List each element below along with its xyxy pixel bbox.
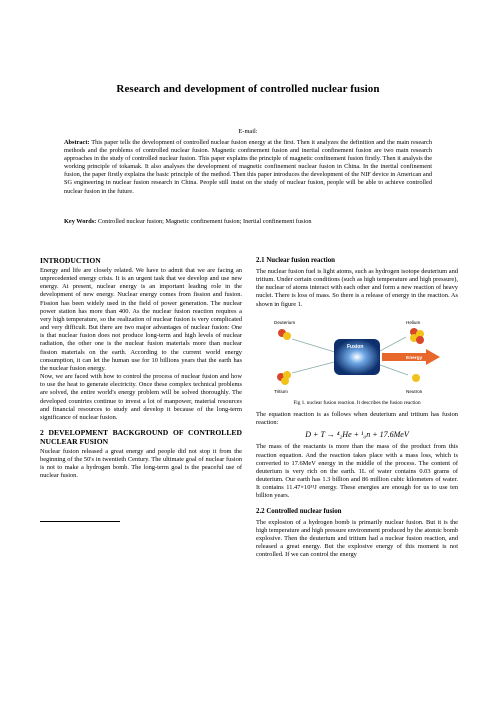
email-line: E-mail:	[238, 128, 258, 135]
footnote-rule	[40, 521, 120, 522]
keywords-label: Key Words:	[64, 218, 97, 225]
section-2-heading: 2 DEVELOPMENT BACKGROUND OF CONTROLLED NUCLEAR FUSION	[40, 427, 242, 446]
fusion-figure	[256, 315, 458, 397]
intro-paragraph-2: Now, we are faced with how to control the process of nuclear fusion and how to use the heat to generate electricity. Once these complex technical problems are solved, the entire world's energy problem will be solved thoroughly. The developed countries continue to invest a lot of manpower, material resources and financial resources to study and develop it because of the long-term significance of nuclear fusion.	[40, 373, 242, 421]
neutron-label: Neutron	[406, 388, 423, 394]
intro-heading: INTRODUCTION	[40, 256, 101, 265]
subsection-2-1-paragraph-2: The equation reaction is as follows when deuterium and tritium has fusion reaction:	[256, 410, 458, 427]
arrow-tritium	[292, 361, 338, 373]
subsection-2-1-heading: 2.1 Nuclear fusion reaction	[256, 257, 335, 264]
intro-paragraph-1: Energy and life are closely related. We have to admit that we are facing an unprecedented energy crisis. It is an urgent task that we develop and use new energy. At present, nuclear energy is an important leading role in the development of new energy. Nuclear energy comes from fission and fusion. Fission has been widely used in the field of power generation. The nuclear power station has more than 400. As the nuclear fusion reaction requires a very high temperature, so the realization of nuclear fusion is very complicated and very difficult. But there are two major advantages of nuclear fusion: One is that nuclear fusion does not produce long-term and high levels of nuclear radiation, the other one is the nuclear fusion materials more than nuclear fission materials on the earth. According to the current world energy consumption, it can let the human use for 10 billions years that the earth has the nuclear fusion energy.	[40, 267, 242, 372]
paper-title: Research and development of controlled nuclear fusion	[116, 83, 380, 95]
abstract-text: This paper tells the development of controlled nuclear fusion energy at the first. Then it analyzes the definition and the main research methods and the problems of controlled nuclear fusion. Magnetic confinement fusion and inertial confinement fusion are two main research approaches in the study of controlled nuclear fusion. This paper explains the principle of magnetic confinement fusion firstly. Then it analysis the working principle of tokamak. It also analyses the development of magnetic confinement nuclear fusion in China. In the inertial confinement fusion, the paper firstly explains the basic principle of the method. Then this paper introduces the development of the NIF device in American and SG engineering in nuclear fusion research in China. People still insist on the study of nuclear fusion, people will be able to achieve controlled nuclear fusion in the future.	[64, 139, 432, 195]
right-column	[256, 256, 458, 559]
abstract	[64, 139, 432, 196]
left-column	[40, 256, 242, 522]
neutron-particle	[412, 374, 420, 382]
helium-nucleus	[410, 328, 424, 344]
arrow-deuterium	[292, 339, 338, 353]
subsection-2-2-paragraph-1: The explosion of a hydrogen bomb is primarily nuclear fusion. But it is the high temperature and high pressure environment produced by the atomic bomb explosive. Then the deuterium and tritium had a nuclear fusion reaction, and released a great energy. But the explosive energy of this moment is not controlled. If we can control the energy	[256, 518, 458, 559]
fusion-label: Fusion	[347, 343, 364, 350]
fusion-diagram	[256, 315, 458, 397]
fusion-equation: D + T → ⁴₂He + ¹₀n + 17.6MeV	[305, 430, 409, 440]
tritium-label: Tritium	[274, 388, 288, 394]
abstract-label: Abstract:	[64, 139, 90, 146]
arrow-helium	[380, 337, 406, 351]
keywords	[64, 218, 432, 226]
arrow-neutron	[380, 365, 408, 375]
keywords-text: Controlled nuclear fusion; Magnetic confinement fusion; Inertial confinement fusion	[97, 218, 312, 225]
helium-label: Helium	[406, 319, 421, 325]
subsection-2-1-paragraph-1: The nuclear fusion fuel is light atoms, such as hydrogen isotope deuterium and tritium. Under certain conditions (such as high temperature and high pressure), the nuclear of atoms interact with each other and form a new reaction of heavy nuclei. There is loss of mass. So there is a release of energy in the reaction. As shown in figure 1.	[256, 268, 458, 308]
subsection-2-2-heading: 2.2 Controlled nuclear fusion	[256, 507, 342, 515]
figure-caption: Fig 1. nuclear fusion reaction. It describes the fusion reaction	[293, 399, 421, 406]
section-2-paragraph-1: Nuclear fusion released a great energy and people did not stop it from the beginning of the 50's in twentieth Century. The ultimate goal of nuclear fusion is not to make a hydrogen bomb. The long-term goal is the peaceful use of nuclear fusion.	[40, 447, 242, 480]
deuterium-nucleus	[278, 329, 291, 340]
subsection-2-1-paragraph-3: The mass of the reactants is more than the mass of the product from this reaction equation. And the reaction takes place with a mass loss, which is converted to 17.6MeV energy in the middle of the process. The content of deuterium is very rich on the earth. 1L of water contains 0.03 grams of deuterium. Our earth has 1.3 billion and 86 million cubic kilometers of water. It contains 11.47×10³¹J energy. These energies are enough for us to use ten billion years.	[256, 443, 458, 500]
deuterium-label: Deuterium	[274, 319, 296, 325]
energy-label: Energy	[406, 355, 423, 361]
tritium-nucleus	[277, 371, 291, 385]
